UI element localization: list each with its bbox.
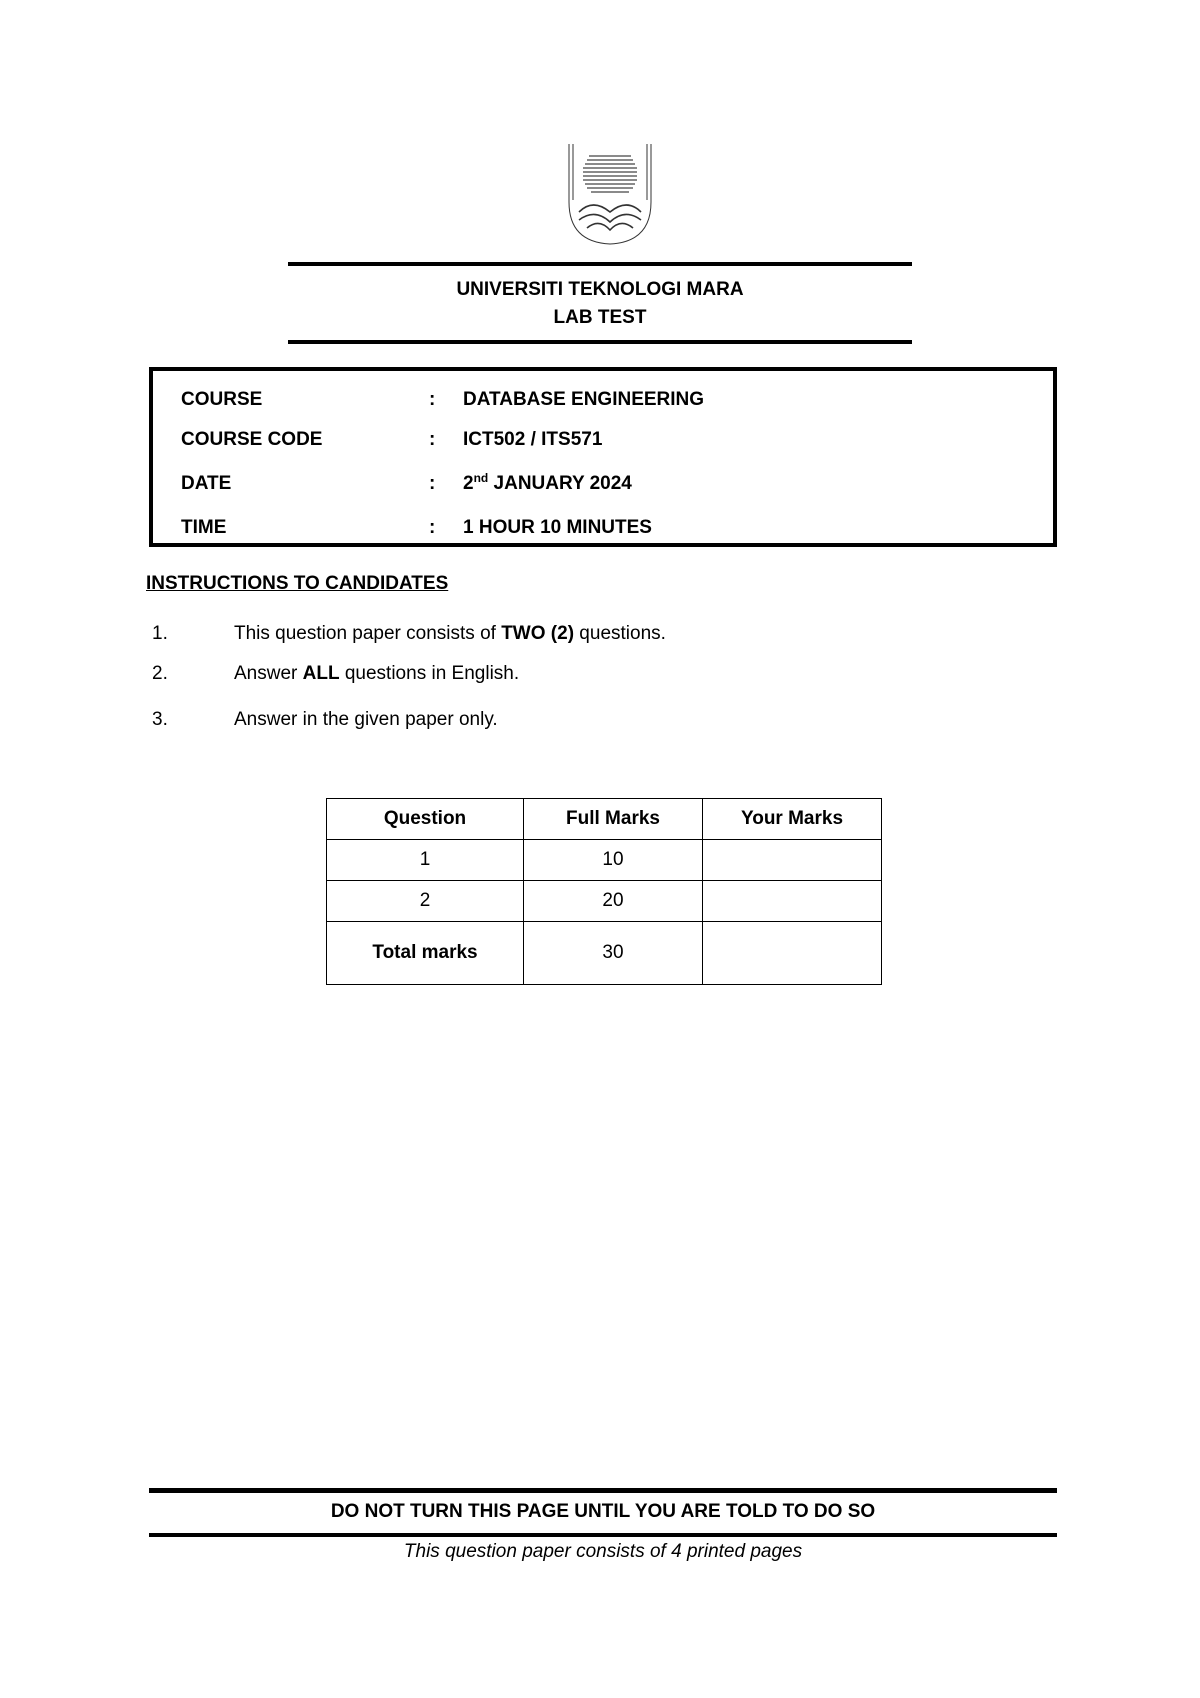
separator: :: [429, 517, 436, 538]
separator: :: [429, 389, 436, 410]
instruction-text-part: Answer: [234, 663, 303, 684]
instruction-text: [234, 662, 519, 686]
footer-pages-note: This question paper consists of 4 printed pages: [403, 1541, 803, 1562]
instruction-text-part: This question paper consists of: [234, 623, 502, 644]
table-row: [327, 840, 882, 881]
total-row: [327, 922, 882, 985]
separator: :: [429, 473, 436, 494]
date-suffix: nd: [473, 471, 489, 485]
date-month-year: JANUARY 2024: [488, 473, 632, 494]
time-label: TIME: [181, 517, 227, 538]
instructions-heading: INSTRUCTIONS TO CANDIDATES: [146, 573, 449, 594]
full-marks-cell: 10: [524, 840, 703, 881]
header-bottom-rule: [288, 340, 912, 344]
instruction-emphasis: TWO (2): [501, 623, 575, 644]
date-label: DATE: [181, 473, 232, 494]
instruction-number: 2.: [152, 663, 168, 684]
time-value: 1 HOUR 10 MINUTES: [463, 517, 652, 538]
table-header-row: [327, 799, 882, 840]
course-value: DATABASE ENGINEERING: [463, 389, 705, 410]
table-row: [327, 881, 882, 922]
instruction-text-part: questions.: [574, 623, 666, 644]
course-label: COURSE: [181, 389, 263, 410]
total-label-cell: Total marks: [327, 922, 524, 985]
your-marks-cell[interactable]: [703, 881, 882, 922]
university-logo-icon: [565, 142, 655, 246]
instruction-text-part: Answer in the given paper only.: [234, 709, 498, 730]
your-marks-cell[interactable]: [703, 840, 882, 881]
column-header: Full Marks: [524, 799, 703, 840]
marks-table: [326, 798, 882, 985]
full-marks-cell: 20: [524, 881, 703, 922]
date-day: 2: [463, 473, 474, 494]
total-your-marks-cell[interactable]: [703, 922, 882, 985]
date-value: [463, 470, 632, 498]
instruction-emphasis: ALL: [302, 663, 340, 684]
course-code-label: COURSE CODE: [181, 429, 323, 450]
footer-top-rule: [149, 1488, 1057, 1493]
instruction-text-part: questions in English.: [339, 663, 520, 684]
column-header: Question: [327, 799, 524, 840]
course-info-box: [149, 367, 1057, 547]
instruction-number: 3.: [152, 709, 168, 730]
column-header: Your Marks: [703, 799, 882, 840]
footer-warning: DO NOT TURN THIS PAGE UNTIL YOU ARE TOLD TO DO SO: [330, 1501, 876, 1522]
question-cell: 1: [327, 840, 524, 881]
course-code-value: ICT502 / ITS571: [463, 429, 603, 450]
instruction-text: [234, 708, 498, 732]
instruction-text: [234, 622, 666, 646]
question-cell: 2: [327, 881, 524, 922]
exam-type: LAB TEST: [553, 307, 647, 328]
separator: :: [429, 429, 436, 450]
footer-bottom-rule: [149, 1533, 1057, 1537]
total-full-marks-cell: 30: [524, 922, 703, 985]
header-top-rule: [288, 262, 912, 266]
university-name: UNIVERSITI TEKNOLOGI MARA: [456, 279, 744, 300]
instruction-number: 1.: [152, 623, 168, 644]
